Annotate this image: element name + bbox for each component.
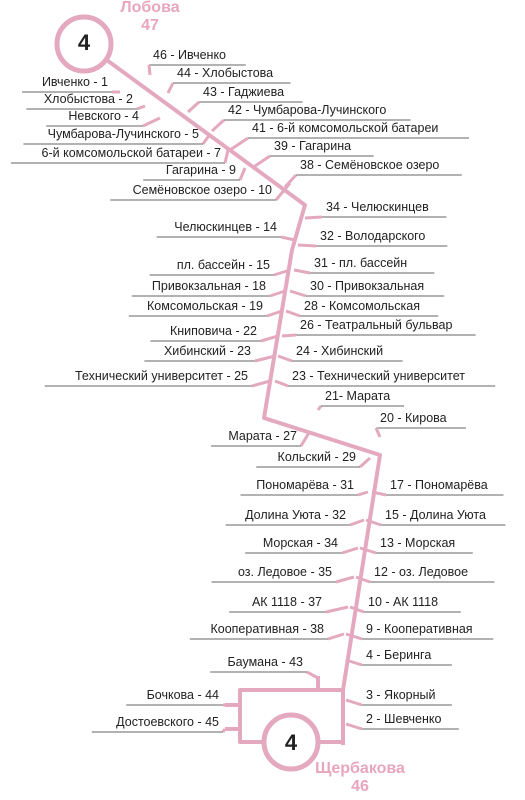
route-number-south: 4 <box>284 730 298 755</box>
stop-left-label: Пономарёва - 31 <box>256 478 354 492</box>
stop-left-tick <box>358 492 368 495</box>
stop-left-label: Семёновское озеро - 10 <box>132 183 272 197</box>
stop-right-label: 30 - Привокзальная <box>310 279 425 293</box>
terminal-north-name: Лобова <box>120 0 180 16</box>
stop-right-label: 9 - Кооперативная <box>366 622 473 636</box>
stop-right-label: 23 - Технический университет <box>292 369 465 383</box>
stop-right-label: 24 - Хибинский <box>296 344 384 358</box>
stop-right-tick <box>305 217 322 218</box>
terminal-south-number: 46 <box>351 778 369 795</box>
stop-right-tick <box>294 270 310 273</box>
stop-left-label: Марата - 27 <box>228 429 297 443</box>
stop-right-label: 15 - Долина Уюта <box>385 508 486 522</box>
stop-left-tick <box>240 168 245 180</box>
terminal-south-name: Щербакова <box>315 760 405 777</box>
stop-left-label: Достоевского - 45 <box>116 715 219 729</box>
stop-left-label: Челюскинцев - 14 <box>174 220 277 234</box>
stop-right-label: 20 - Кирова <box>380 411 447 425</box>
stop-right-label: 31 - пл. бассейн <box>314 256 408 270</box>
stop-left-label: оз. Ледовое - 35 <box>237 565 332 579</box>
stop-left-label: Бочкова - 44 <box>146 688 219 702</box>
stop-right-label: 12 - оз. Ледовое <box>374 565 469 579</box>
stop-right-tick <box>168 83 173 93</box>
stop-right-tick <box>282 335 296 336</box>
stop-right-label: 21- Марата <box>325 389 391 403</box>
stop-right-label: 38 - Семёновское озеро <box>300 158 440 172</box>
stop-right-tick <box>275 381 288 386</box>
stop-left-tick <box>326 607 348 612</box>
stop-right-label: 4 - Беринга <box>366 648 432 662</box>
stop-right-tick <box>298 245 316 246</box>
stop-right-tick <box>188 102 199 112</box>
stop-left-tick <box>360 458 370 467</box>
stop-right-label: 39 - Гагарина <box>274 139 352 153</box>
stop-left-label: Кольский - 29 <box>277 450 356 464</box>
route-number-north: 4 <box>77 30 91 55</box>
stop-left-tick <box>203 134 210 144</box>
stop-right-label: 2 - Шевченко <box>366 712 442 726</box>
terminal-south <box>290 760 430 796</box>
stop-left-tick <box>252 381 270 386</box>
stop-right-tick <box>286 311 300 316</box>
stop-left-tick <box>350 520 364 525</box>
stop-left-tick <box>342 548 358 553</box>
stop-left-label: Долина Уюта - 32 <box>245 508 346 522</box>
route-branch-ticks <box>225 705 240 729</box>
stop-left-tick <box>143 118 160 126</box>
stop-right-tick <box>252 156 270 168</box>
stop-right-tick <box>230 138 248 150</box>
stop-right-label: 42 - Чумбарова-Лучинского <box>228 103 387 117</box>
stop-right-tick <box>278 356 292 361</box>
stop-left-label: Технический университет - 25 <box>75 369 248 383</box>
stop-left-label: Кооперативная - 38 <box>210 622 324 636</box>
stop-left-label: Чумбарова-Лучинского - 5 <box>47 127 199 141</box>
stop-left-label: Морская - 34 <box>262 536 338 550</box>
stop-right-label: 44 - Хлобыстова <box>177 66 274 80</box>
terminal-north <box>100 0 200 35</box>
stop-left-tick <box>307 672 318 678</box>
stop-left-tick <box>225 150 228 163</box>
stop-right-tick <box>290 291 306 296</box>
stop-left-label: Ивченко - 1 <box>41 75 108 89</box>
stop-right-tick <box>346 700 362 705</box>
stop-right-tick <box>360 548 376 553</box>
stop-left-label: Привокзальная - 18 <box>151 279 266 293</box>
stop-right-label: 10 - АК 1118 <box>368 595 439 609</box>
stop-left-label: Хлобыстова - 2 <box>43 92 133 106</box>
stop-right-label: 32 - Володарского <box>320 229 426 243</box>
stop-left-tick <box>223 729 225 732</box>
stop-right-tick <box>212 120 224 131</box>
stop-left-label: АК 1118 - 37 <box>251 595 322 609</box>
stop-right-label: 3 - Якорный <box>366 688 436 702</box>
terminal-north-number: 47 <box>141 17 159 34</box>
stop-right-tick <box>285 175 296 187</box>
stop-left-tick <box>328 634 344 639</box>
stop-right-tick <box>318 406 321 410</box>
stop-right-label: 28 - Комсомольская <box>304 299 420 313</box>
stop-left-tick <box>336 577 354 582</box>
stop-left-label: Комсомольская - 19 <box>147 299 263 313</box>
stop-left-label: пл. бассейн - 15 <box>176 258 270 272</box>
stop-left-label: Книповича - 22 <box>170 324 257 338</box>
stop-right-label: 43 - Гаджиева <box>203 85 285 99</box>
stop-right-tick <box>346 634 362 639</box>
stop-right-tick <box>346 724 362 729</box>
stop-right-label: 41 - 6-й комсомольской батареи <box>252 121 439 135</box>
stop-right-label: 17 - Пономарёва <box>390 478 488 492</box>
stop-right-label: 34 - Челюскинцев <box>326 200 429 214</box>
stop-right-label: 13 - Морская <box>380 536 456 550</box>
stop-left-label: 6-й комсомольской батареи - 7 <box>41 146 221 160</box>
stop-left-label: Невского - 4 <box>68 109 139 123</box>
stop-left-label: Хибинский - 23 <box>163 344 251 358</box>
stop-right-label: 46 - Ивченко <box>153 48 227 62</box>
stop-right-label: 26 - Театральный бульвар <box>300 318 453 332</box>
stop-left-label: Баумана - 43 <box>227 655 303 669</box>
stop-left-label: Гагарина - 9 <box>165 163 236 177</box>
stop-right-tick <box>149 65 150 75</box>
stop-left-tick <box>281 237 295 240</box>
stop-right-tick <box>376 428 380 437</box>
